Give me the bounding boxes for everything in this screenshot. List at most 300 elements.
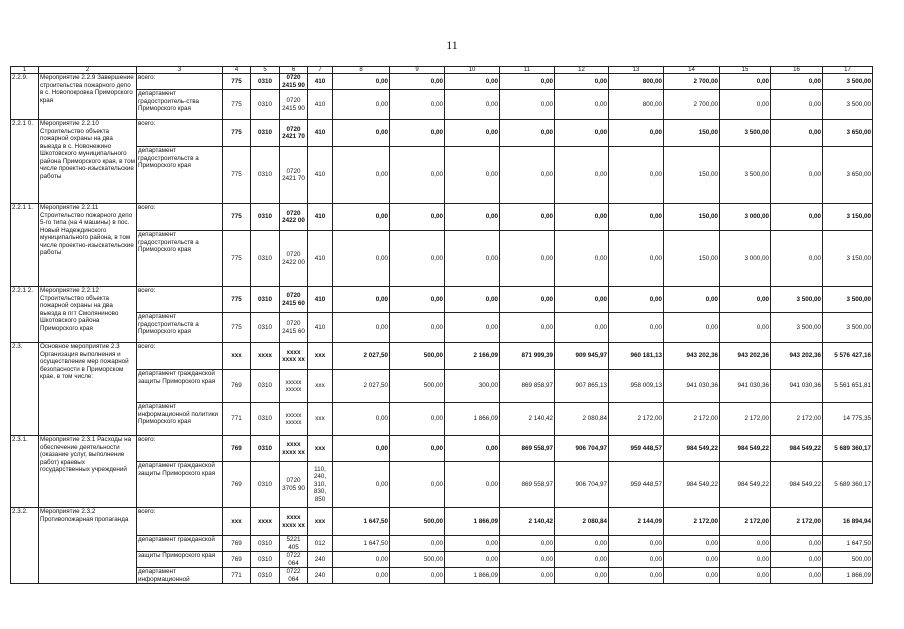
year-value-cell: 0,00 <box>333 204 390 231</box>
expense-type-cell: 410 <box>308 90 333 120</box>
total-value-cell: 14 775,35 <box>823 403 873 436</box>
year-value-cell: 941 030,36 <box>664 370 720 403</box>
year-value-cell: 0,00 <box>720 536 771 552</box>
year-value-cell: 0,00 <box>609 120 664 147</box>
year-value-cell: 984 549,22 <box>664 462 720 508</box>
measure-name-cell: Основное мероприятие 2.3 Организация выполнения и осуществление мер пожарной безопасности в Приморском крае, в том числе: <box>39 343 137 436</box>
measure-name-cell: Мероприятие 2.3.1 Расходы на обеспечение деятельности (оказание услуг, выполнение работ) краевых государственных учреждений <box>39 436 137 508</box>
target-article-cell: 0720 2415 90 <box>280 90 308 120</box>
year-value-cell: 958 009,13 <box>609 370 664 403</box>
target-article-cell: xxxx xxxx xx <box>280 508 308 536</box>
ministry-code-cell: 775 <box>223 204 251 231</box>
year-value-cell: 150,00 <box>664 147 720 204</box>
year-value-cell: 0,00 <box>720 313 771 343</box>
year-value-cell: 959 448,57 <box>609 462 664 508</box>
table-row <box>11 120 873 147</box>
year-value-cell: 2 027,50 <box>333 343 390 370</box>
column-number-cell: 11 <box>500 67 555 74</box>
year-value-cell: 0,00 <box>771 568 823 584</box>
year-value-cell: 2 172,00 <box>720 508 771 536</box>
expense-type-cell: xxx <box>308 508 333 536</box>
row-code-cell: 2.2.1 0. <box>11 120 39 204</box>
year-value-cell: 0,00 <box>500 536 555 552</box>
year-value-cell: 0,00 <box>555 552 609 568</box>
target-article-cell: 0720 2415 60 <box>280 313 308 343</box>
year-value-cell: 500,00 <box>390 343 445 370</box>
expense-type-cell: 410 <box>308 287 333 313</box>
section-code-cell: 0310 <box>251 552 280 568</box>
year-value-cell: 1 866,09 <box>445 403 500 436</box>
table-row <box>11 552 873 568</box>
section-code-cell: 0310 <box>251 120 280 147</box>
section-code-cell: 0310 <box>251 568 280 584</box>
year-value-cell: 1 647,50 <box>333 536 390 552</box>
year-value-cell: 2 172,00 <box>771 508 823 536</box>
year-value-cell: 0,00 <box>390 204 445 231</box>
year-value-cell: 2 700,00 <box>664 90 720 120</box>
total-value-cell: 500,00 <box>823 552 873 568</box>
year-value-cell: 0,00 <box>390 147 445 204</box>
year-value-cell: 0,00 <box>609 552 664 568</box>
column-number-cell: 16 <box>771 67 823 74</box>
table-row <box>11 436 873 462</box>
year-value-cell: 0,00 <box>333 74 390 90</box>
table-row <box>11 568 873 584</box>
executor-cell: всего: <box>137 74 223 90</box>
year-value-cell: 0,00 <box>333 403 390 436</box>
year-value-cell: 943 202,36 <box>720 343 771 370</box>
column-number-row <box>11 67 873 74</box>
year-value-cell: 500,00 <box>390 370 445 403</box>
executor-cell: департамент гражданской защиты Приморского края <box>137 462 223 508</box>
year-value-cell: 943 202,36 <box>771 343 823 370</box>
ministry-code-cell: 775 <box>223 120 251 147</box>
year-value-cell: 0,00 <box>771 552 823 568</box>
table-row <box>11 536 873 552</box>
year-value-cell: 941 030,36 <box>720 370 771 403</box>
executor-cell: департамент градостроитель-ства Приморского края <box>137 90 223 120</box>
year-value-cell: 3 500,00 <box>771 313 823 343</box>
target-article-cell: xxxx xxxx xx <box>280 343 308 370</box>
total-value-cell: 3 150,00 <box>823 231 873 287</box>
year-value-cell: 0,00 <box>500 231 555 287</box>
year-value-cell: 0,00 <box>664 287 720 313</box>
year-value-cell: 0,00 <box>771 90 823 120</box>
year-value-cell: 0,00 <box>500 204 555 231</box>
year-value-cell: 0,00 <box>333 287 390 313</box>
column-number-cell: 5 <box>251 67 280 74</box>
ministry-code-cell: 775 <box>223 147 251 204</box>
ministry-code-cell: 771 <box>223 403 251 436</box>
year-value-cell: 984 549,22 <box>771 436 823 462</box>
expense-type-cell: xxx <box>308 343 333 370</box>
year-value-cell: 0,00 <box>555 120 609 147</box>
year-value-cell: 0,00 <box>390 90 445 120</box>
target-article-cell: xxxxx xxxxx <box>280 370 308 403</box>
table-row <box>11 370 873 403</box>
year-value-cell: 2 080,84 <box>555 403 609 436</box>
total-value-cell: 5 576 427,16 <box>823 343 873 370</box>
executor-cell: департамент градостроительств а Приморского края <box>137 147 223 204</box>
year-value-cell: 869 558,97 <box>500 436 555 462</box>
year-value-cell: 0,00 <box>445 462 500 508</box>
year-value-cell: 0,00 <box>555 90 609 120</box>
ministry-code-cell: 775 <box>223 287 251 313</box>
year-value-cell: 906 704,97 <box>555 436 609 462</box>
section-code-cell: 0310 <box>251 287 280 313</box>
column-number-cell: 14 <box>664 67 720 74</box>
year-value-cell: 0,00 <box>771 120 823 147</box>
year-value-cell: 0,00 <box>555 74 609 90</box>
year-value-cell: 0,00 <box>390 536 445 552</box>
year-value-cell: 943 202,36 <box>664 343 720 370</box>
year-value-cell: 0,00 <box>390 231 445 287</box>
section-code-cell: 0310 <box>251 313 280 343</box>
expense-type-cell: 410 <box>308 120 333 147</box>
row-code-cell: 2.2.9. <box>11 74 39 120</box>
year-value-cell: 0,00 <box>333 552 390 568</box>
year-value-cell: 0,00 <box>555 204 609 231</box>
expense-type-cell: xxx <box>308 436 333 462</box>
year-value-cell: 0,00 <box>555 313 609 343</box>
year-value-cell: 150,00 <box>664 120 720 147</box>
year-value-cell: 909 945,97 <box>555 343 609 370</box>
year-value-cell: 2 172,00 <box>609 403 664 436</box>
year-value-cell: 500,00 <box>390 508 445 536</box>
year-value-cell: 0,00 <box>609 568 664 584</box>
year-value-cell: 0,00 <box>720 287 771 313</box>
total-value-cell: 3 500,00 <box>823 74 873 90</box>
row-code-cell: 2.3.2. <box>11 508 39 584</box>
year-value-cell: 984 549,22 <box>720 462 771 508</box>
column-number-cell: 1 <box>11 67 39 74</box>
year-value-cell: 2 144,09 <box>609 508 664 536</box>
measure-name-cell: Мероприятие 2.2.9 Завершение строительства пожарного депо в с. Новопокровка Приморского края <box>39 74 137 120</box>
year-value-cell: 0,00 <box>500 568 555 584</box>
year-value-cell: 0,00 <box>555 568 609 584</box>
year-value-cell: 0,00 <box>720 90 771 120</box>
year-value-cell: 0,00 <box>445 90 500 120</box>
year-value-cell: 1 647,50 <box>333 508 390 536</box>
year-value-cell: 1 866,09 <box>445 508 500 536</box>
section-code-cell: 0310 <box>251 403 280 436</box>
year-value-cell: 2 172,00 <box>664 403 720 436</box>
year-value-cell: 0,00 <box>445 147 500 204</box>
year-value-cell: 0,00 <box>771 204 823 231</box>
section-code-cell: 0310 <box>251 147 280 204</box>
year-value-cell: 3 500,00 <box>720 120 771 147</box>
target-article-cell: xxxxx xxxxx <box>280 403 308 436</box>
year-value-cell: 0,00 <box>555 287 609 313</box>
target-article-cell: 0722 064 <box>280 568 308 584</box>
year-value-cell: 500,00 <box>390 552 445 568</box>
ministry-code-cell: 769 <box>223 536 251 552</box>
target-article-cell: 0720 2422 00 <box>280 204 308 231</box>
year-value-cell: 0,00 <box>720 568 771 584</box>
section-code-cell: 0310 <box>251 74 280 90</box>
year-value-cell: 0,00 <box>500 120 555 147</box>
year-value-cell: 0,00 <box>390 313 445 343</box>
total-value-cell: 16 894,94 <box>823 508 873 536</box>
expense-type-cell: 240 <box>308 552 333 568</box>
year-value-cell: 0,00 <box>445 231 500 287</box>
year-value-cell: 0,00 <box>664 568 720 584</box>
year-value-cell: 2 700,00 <box>664 74 720 90</box>
year-value-cell: 0,00 <box>500 90 555 120</box>
row-code-cell: 2.3. <box>11 343 39 436</box>
expense-type-cell: 240 <box>308 568 333 584</box>
section-code-cell: 0310 <box>251 231 280 287</box>
expense-type-cell: 410 <box>308 74 333 90</box>
year-value-cell: 0,00 <box>609 231 664 287</box>
table-row <box>11 403 873 436</box>
year-value-cell: 0,00 <box>333 436 390 462</box>
executor-cell: департамент информационной <box>137 568 223 584</box>
total-value-cell: 3 650,00 <box>823 147 873 204</box>
year-value-cell: 0,00 <box>333 120 390 147</box>
table-row <box>11 462 873 508</box>
measure-name-cell: Мероприятие 2.2.12 Строительство объекта пожарной охраны на два выезда в пгт Смоляниново Шкотовского района Приморского края <box>39 287 137 343</box>
year-value-cell: 0,00 <box>390 436 445 462</box>
executor-cell: департамент градостроительств а Приморского края <box>137 231 223 287</box>
year-value-cell: 0,00 <box>664 552 720 568</box>
year-value-cell: 3 500,00 <box>771 287 823 313</box>
executor-cell: всего: <box>137 120 223 147</box>
expense-type-cell: 410 <box>308 204 333 231</box>
row-code-cell: 2.3.1. <box>11 436 39 508</box>
page-number: 11 <box>446 38 458 52</box>
target-article-cell: 0720 2421 70 <box>280 120 308 147</box>
ministry-code-cell: 769 <box>223 436 251 462</box>
year-value-cell: 0,00 <box>333 90 390 120</box>
column-number-cell: 8 <box>333 67 390 74</box>
column-number-cell: 12 <box>555 67 609 74</box>
year-value-cell: 0,00 <box>390 74 445 90</box>
executor-cell: департамент гражданской <box>137 536 223 552</box>
column-number-cell: 15 <box>720 67 771 74</box>
year-value-cell: 960 181,13 <box>609 343 664 370</box>
year-value-cell: 0,00 <box>500 552 555 568</box>
table-row <box>11 231 873 287</box>
total-value-cell: 5 689 360,17 <box>823 436 873 462</box>
total-value-cell: 1 866,09 <box>823 568 873 584</box>
expense-type-cell: 410 <box>308 313 333 343</box>
ministry-code-cell: xxx <box>223 343 251 370</box>
year-value-cell: 984 549,22 <box>720 436 771 462</box>
year-value-cell: 0,00 <box>333 147 390 204</box>
ministry-code-cell: 775 <box>223 313 251 343</box>
year-value-cell: 941 030,36 <box>771 370 823 403</box>
measure-name-cell: Мероприятие 2.3.2 Противопожарная пропаганда <box>39 508 137 584</box>
executor-cell: департамент информационной политики Приморского края <box>137 403 223 436</box>
year-value-cell: 869 858,97 <box>500 370 555 403</box>
table-row <box>11 74 873 90</box>
year-value-cell: 0,00 <box>445 204 500 231</box>
expense-type-cell: 110, 240, 310, 830, 850 <box>308 462 333 508</box>
column-number-cell: 17 <box>823 67 873 74</box>
year-value-cell: 0,00 <box>771 147 823 204</box>
table-row <box>11 90 873 120</box>
year-value-cell: 2 080,84 <box>555 508 609 536</box>
year-value-cell: 0,00 <box>500 287 555 313</box>
year-value-cell: 2 166,09 <box>445 343 500 370</box>
year-value-cell: 2 172,00 <box>664 508 720 536</box>
year-value-cell: 800,00 <box>609 90 664 120</box>
year-value-cell: 906 704,97 <box>555 462 609 508</box>
section-code-cell: 0310 <box>251 436 280 462</box>
row-code-cell: 2.2.1 1. <box>11 204 39 287</box>
year-value-cell: 3 000,00 <box>720 231 771 287</box>
year-value-cell: 150,00 <box>664 231 720 287</box>
year-value-cell: 0,00 <box>390 120 445 147</box>
year-value-cell: 0,00 <box>445 120 500 147</box>
target-article-cell: 0722 064 <box>280 552 308 568</box>
year-value-cell: 150,00 <box>664 204 720 231</box>
year-value-cell: 0,00 <box>555 536 609 552</box>
year-value-cell: 0,00 <box>390 403 445 436</box>
year-value-cell: 907 865,13 <box>555 370 609 403</box>
table-body <box>11 67 873 584</box>
column-number-cell: 9 <box>390 67 445 74</box>
year-value-cell: 0,00 <box>555 231 609 287</box>
year-value-cell: 2 140,42 <box>500 508 555 536</box>
budget-table <box>10 66 873 584</box>
year-value-cell: 0,00 <box>771 231 823 287</box>
ministry-code-cell: xxx <box>223 508 251 536</box>
target-article-cell: 0720 2422 00 <box>280 231 308 287</box>
year-value-cell: 2 172,00 <box>771 403 823 436</box>
section-code-cell: 0310 <box>251 462 280 508</box>
column-number-cell: 7 <box>308 67 333 74</box>
year-value-cell: 0,00 <box>609 536 664 552</box>
expense-type-cell: xxx <box>308 370 333 403</box>
ministry-code-cell: 769 <box>223 462 251 508</box>
year-value-cell: 0,00 <box>609 313 664 343</box>
year-value-cell: 0,00 <box>609 147 664 204</box>
year-value-cell: 0,00 <box>445 436 500 462</box>
total-value-cell: 5 689 360,17 <box>823 462 873 508</box>
section-code-cell: 0310 <box>251 370 280 403</box>
total-value-cell: 1 647,50 <box>823 536 873 552</box>
row-code-cell: 2.2.1 2. <box>11 287 39 343</box>
ministry-code-cell: 775 <box>223 74 251 90</box>
year-value-cell: 1 866,09 <box>445 568 500 584</box>
measure-name-cell: Мероприятие 2.2.10 Строительство объекта пожарной охраны на два выезда в с. Новонежино Шкотовского муниципального района Приморского края, в том числе проектно-изыскательские работы <box>39 120 137 204</box>
expense-type-cell: 410 <box>308 231 333 287</box>
year-value-cell: 2 027,50 <box>333 370 390 403</box>
column-number-cell: 2 <box>39 67 137 74</box>
year-value-cell: 0,00 <box>333 462 390 508</box>
expense-type-cell: xxx <box>308 403 333 436</box>
year-value-cell: 2 172,00 <box>720 403 771 436</box>
year-value-cell: 0,00 <box>390 287 445 313</box>
year-value-cell: 3 500,00 <box>720 147 771 204</box>
year-value-cell: 0,00 <box>445 552 500 568</box>
total-value-cell: 3 150,00 <box>823 204 873 231</box>
table-row <box>11 147 873 204</box>
year-value-cell: 959 448,57 <box>609 436 664 462</box>
year-value-cell: 0,00 <box>720 74 771 90</box>
year-value-cell: 3 000,00 <box>720 204 771 231</box>
total-value-cell: 5 561 651,81 <box>823 370 873 403</box>
ministry-code-cell: 769 <box>223 370 251 403</box>
year-value-cell: 0,00 <box>445 536 500 552</box>
year-value-cell: 0,00 <box>333 313 390 343</box>
ministry-code-cell: 769 <box>223 552 251 568</box>
measure-name-cell: Мероприятие 2.2.11 Строительство пожарного депо 5-го типа (на 4 машины) в пос. Новый Надеждинского муниципального района, в том числе проектно-изыскательские работы <box>39 204 137 287</box>
year-value-cell: 0,00 <box>720 552 771 568</box>
section-code-cell: xxxx <box>251 343 280 370</box>
executor-cell: всего: <box>137 436 223 462</box>
table-row <box>11 508 873 536</box>
year-value-cell: 0,00 <box>609 287 664 313</box>
executor-cell: всего: <box>137 343 223 370</box>
year-value-cell: 0,00 <box>390 568 445 584</box>
column-number-cell: 13 <box>609 67 664 74</box>
table-row <box>11 204 873 231</box>
year-value-cell: 0,00 <box>609 204 664 231</box>
year-value-cell: 0,00 <box>333 568 390 584</box>
column-number-cell: 10 <box>445 67 500 74</box>
section-code-cell: 0310 <box>251 90 280 120</box>
year-value-cell: 0,00 <box>445 313 500 343</box>
year-value-cell: 800,00 <box>609 74 664 90</box>
total-value-cell: 3 500,00 <box>823 90 873 120</box>
year-value-cell: 0,00 <box>445 287 500 313</box>
executor-cell: всего: <box>137 204 223 231</box>
year-value-cell: 0,00 <box>664 536 720 552</box>
executor-cell: департамент гражданской защиты Приморского края <box>137 370 223 403</box>
target-article-cell: 0720 2421 70 <box>280 147 308 204</box>
year-value-cell: 0,00 <box>445 74 500 90</box>
year-value-cell: 0,00 <box>500 313 555 343</box>
year-value-cell: 0,00 <box>500 74 555 90</box>
year-value-cell: 0,00 <box>333 231 390 287</box>
executor-cell: всего: <box>137 508 223 536</box>
year-value-cell: 0,00 <box>500 147 555 204</box>
table-row <box>11 287 873 313</box>
executor-cell: всего: <box>137 287 223 313</box>
year-value-cell: 300,00 <box>445 370 500 403</box>
year-value-cell: 984 549,22 <box>771 462 823 508</box>
expense-type-cell: 012 <box>308 536 333 552</box>
executor-cell: защиты Приморского края <box>137 552 223 568</box>
target-article-cell: 5221 405 <box>280 536 308 552</box>
expense-type-cell: 410 <box>308 147 333 204</box>
target-article-cell: xxxx xxxx xx <box>280 436 308 462</box>
year-value-cell: 0,00 <box>555 147 609 204</box>
table-row <box>11 313 873 343</box>
section-code-cell: 0310 <box>251 204 280 231</box>
target-article-cell: 0720 2415 60 <box>280 287 308 313</box>
year-value-cell: 2 140,42 <box>500 403 555 436</box>
table-row <box>11 343 873 370</box>
ministry-code-cell: 775 <box>223 231 251 287</box>
year-value-cell: 984 549,22 <box>664 436 720 462</box>
section-code-cell: 0310 <box>251 536 280 552</box>
executor-cell: департамент градостроительств а Приморского края <box>137 313 223 343</box>
year-value-cell: 0,00 <box>771 74 823 90</box>
total-value-cell: 3 650,00 <box>823 120 873 147</box>
section-code-cell: xxxx <box>251 508 280 536</box>
year-value-cell: 0,00 <box>390 462 445 508</box>
year-value-cell: 869 558,97 <box>500 462 555 508</box>
total-value-cell: 3 500,00 <box>823 313 873 343</box>
year-value-cell: 0,00 <box>664 313 720 343</box>
ministry-code-cell: 771 <box>223 568 251 584</box>
total-value-cell: 3 500,00 <box>823 287 873 313</box>
column-number-cell: 6 <box>280 67 308 74</box>
